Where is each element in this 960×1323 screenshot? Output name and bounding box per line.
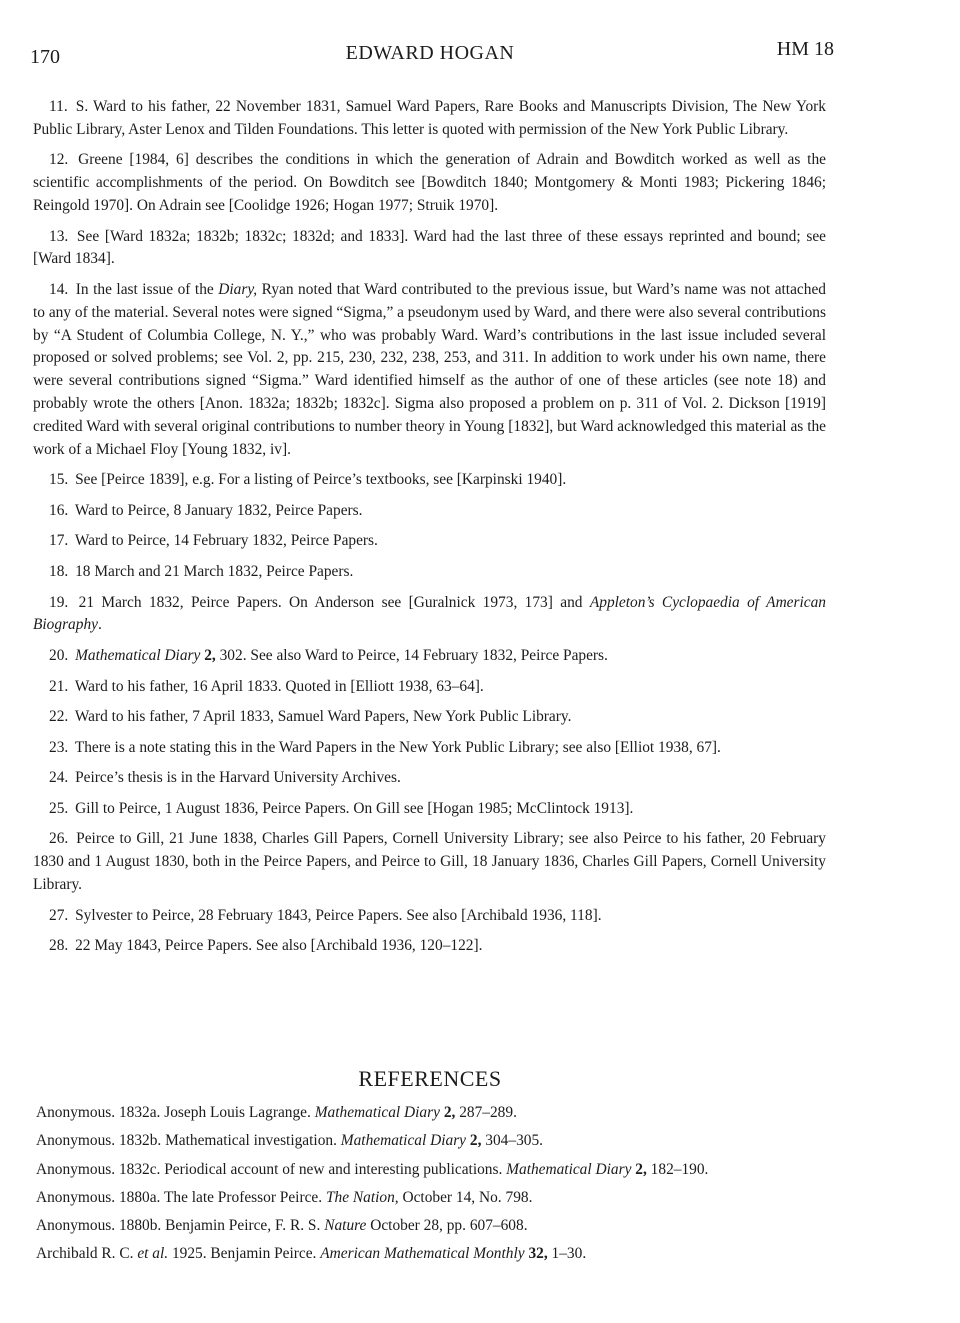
text-run: Ward to his father, 16 April 1833. Quoted in [Elliott 1938, 63–64]. [74,677,484,695]
text-run: October 14, No. 798. [398,1188,533,1206]
endnote-number: 25. [49,799,69,817]
endnote [33,226,826,272]
running-header [30,38,834,68]
reference-entry [36,1187,836,1210]
endnote [33,149,826,217]
endnote [33,530,826,553]
text-run: 21 March 1832, Peirce Papers. On Anderson see [Guralnick 1973, 173] and [78,593,590,611]
endnote-number: 28. [49,937,69,955]
bold-text: 2, [204,646,216,664]
endnote-number: 11. [49,98,68,115]
endnote-number: 15. [49,471,69,489]
text-run: Greene [1984, 6] describes the conditions in which the generation of Adrain and Bowditch worked as well as the scientific accomplishments of the period. On Bowditch see [Bowditch 1840; Montgomery & Monti 1983; Pickering 1846; Reingold 1970]. On Adrain see [Coolidge 1926; Hogan 1977; Struik 1970]. [33,151,826,214]
text-run: Anonymous. 1880a. The late Professor Peirce. [36,1188,326,1206]
text-run: S. Ward to his father, 22 November 1831, Samuel Ward Papers, Rare Books and Manuscripts Division, The New York Public Library, Aster Lenox and Tilden Foundations. This letter is quoted with permission of the New York Public Library. [33,98,826,138]
references-heading: REFERENCES [358,1066,502,1091]
reference-entry [36,1102,836,1125]
endnote-number: 22. [49,708,69,726]
italic-text: Mathematical Diary [506,1160,632,1178]
text-run: 287–289. [455,1104,517,1121]
italic-text: et al. [137,1245,169,1263]
endnotes [33,96,826,966]
endnote [33,645,826,668]
text-run: October 28, pp. 607–608. [366,1217,528,1235]
bold-text: 2, [469,1132,482,1150]
italic-text: Diary, [218,280,258,298]
endnote-number: 18. [49,562,69,580]
text-run: There is a note stating this in the Ward Papers in the New York Public Library; see also [Elliot 1938, 67]. [74,738,721,756]
text-run: Peirce’s thesis is in the Harvard University Archives. [75,769,401,787]
italic-text: Appleton’s Cyclopaedia of American Biography [33,593,826,634]
endnote-number: 21. [49,677,69,695]
text-run: 304–305. [481,1132,543,1150]
text-run: 1925. Benjamin Peirce. [168,1245,321,1263]
endnote-number: 13. [49,227,69,245]
endnote-number: 27. [49,906,69,924]
italic-text: Nature [324,1217,367,1235]
text-run: Ward to his father, 7 April 1833, Samuel Ward Papers, New York Public Library. [74,708,572,726]
endnote-number: 26. [49,830,69,848]
italic-text: The Nation, [325,1188,399,1206]
journal-label: HM 18 [776,38,834,60]
text-run: Sylvester to Peirce, 28 February 1843, Peirce Papers. See also [Archibald 1936, 118]. [75,906,602,924]
text-run: . [97,616,102,634]
text-run: Ward to Peirce, 14 February 1832, Peirce Papers. [74,532,378,550]
text-run: Gill to Peirce, 1 August 1836, Peirce Papers. On Gill see [Hogan 1985; McClintock 1913]. [75,799,634,817]
endnote [33,676,826,699]
text-run: See [Ward 1832a; 1832b; 1832c; 1832d; and 1833]. Ward had the last three of these essays reprinted and bound; see [Ward 1834]. [33,227,826,268]
endnote-number: 17. [49,532,69,550]
endnote-number: 20. [49,646,69,664]
reference-entry [36,1243,836,1266]
running-title: EDWARD HOGAN [345,42,515,64]
text-run: Archibald R. C. [36,1245,138,1263]
text-run: 182–190. [646,1160,709,1178]
endnote [33,706,826,729]
text-run: 22 May 1843, Peirce Papers. See also [Archibald 1936, 120–122]. [75,937,483,955]
reference-entry [36,1130,836,1153]
text-run: Anonymous. 1880b. Benjamin Peirce, F. R. S. [36,1217,325,1235]
endnote-number: 14. [49,280,69,298]
reference-entry [36,1215,836,1238]
text-run: 18 March and 21 March 1832, Peirce Papers. [75,562,354,580]
endnote [33,737,826,760]
endnote-number: 23. [49,738,69,756]
references-list [36,1102,836,1272]
text-run: 302. See also Ward to Peirce, 14 February 1832, Peirce Papers. [215,646,608,664]
endnote-number: 19. [49,593,69,611]
italic-text: Mathematical Diary [340,1132,467,1150]
italic-text: Mathematical Diary [314,1104,440,1121]
text-run: In the last issue of the [75,280,219,298]
text-run: Peirce to Gill, 21 June 1838, Charles Gill Papers, Cornell University Library; see also Peirce to his father, 20 February 1830 and 1 August 1830, both in the Peirce Papers, and Peirce to Gill, 18 January 1836, Charles Gill Papers, Cornell University Library. [33,830,826,894]
endnote [33,561,826,584]
text-run: Ward to Peirce, 8 January 1832, Peirce Papers. [74,501,363,519]
endnote [33,96,826,142]
text-run: See [Peirce 1839], e.g. For a listing of Peirce’s textbooks, see [Karpinski 1940]. [75,471,567,489]
endnote [33,592,826,638]
endnote [33,767,826,790]
endnote [33,500,826,523]
endnote [33,828,826,896]
text-run: Anonymous. 1832c. Periodical account of new and interesting publications. [36,1160,507,1178]
text-run: Anonymous. 1832a. Joseph Louis Lagrange. [36,1104,315,1121]
endnote [33,935,826,958]
endnote [33,469,826,492]
reference-entry [36,1159,836,1182]
endnote-number: 24. [49,769,69,787]
text-run: Anonymous. 1832b. Mathematical investigation. [36,1132,341,1150]
endnote-number: 12. [49,151,69,169]
page-number: 170 [30,46,60,68]
endnote [33,905,826,928]
endnote-number: 16. [49,501,69,519]
bold-text: 2, [443,1104,456,1121]
text-run: 1–30. [547,1245,587,1263]
bold-text: 32, [528,1245,548,1263]
text-run: Ryan noted that Ward contributed to the previous issue, but Ward’s name was not attached to any of the material. Several notes were signed “Sigma,” a pseudonym used by Ward, and there were also several contributions by “A Student of Columbia College, N. Y.,” who was probably Ward. Ward’s contributions in the last issue included several proposed or solved problems; see Vol. 2, pp. 215, 230, 232, 238, 253, and 311. In addition to work under his own name, there were several contributions signed “Sigma.” Ward identified himself as the author of one of these articles (see note 18) and probably wrote the others [Anon. 1832a; 1832b; 1832c]. Sigma also proposed a problem on p. 311 of Vol. 2. Dickson [1919] credited Ward with several original contributions to number theory in Young [1832], but Ward acknowledged this material as the work of a Michael Floy [Young 1832, iv]. [33,280,826,458]
italic-text: Mathematical Diary [75,646,201,664]
italic-text: American Mathematical Monthly [320,1245,525,1263]
bold-text: 2, [635,1160,647,1178]
endnote [33,279,826,461]
endnote [33,798,826,821]
